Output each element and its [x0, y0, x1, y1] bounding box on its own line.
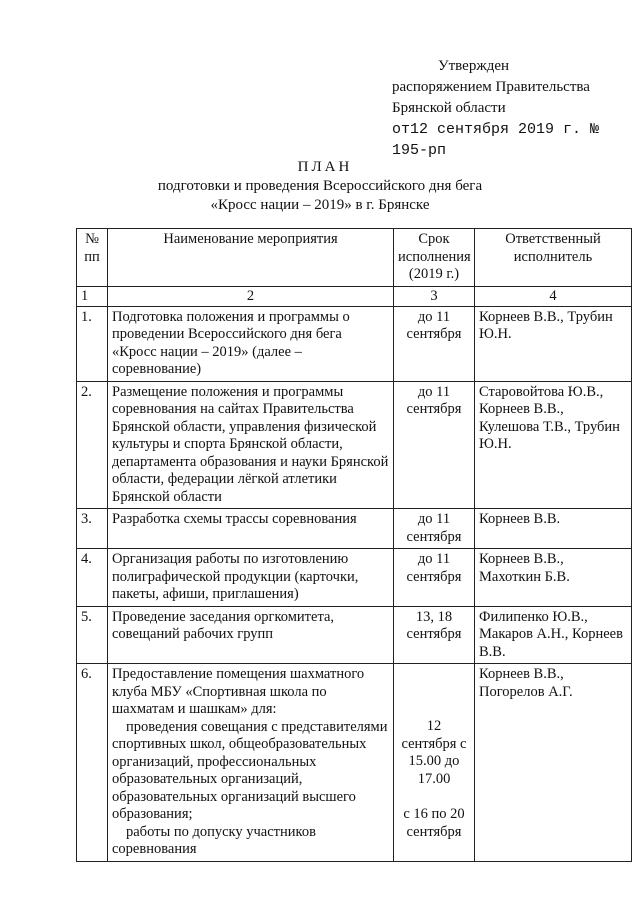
- row-resp: Корнеев В.В.: [475, 509, 632, 549]
- row-name: Размещение положения и программы соревнования на сайтах Правительства Брянской области, управления физической культуры и спорта Брянской области, департамента образования и науки Брянской области, федерации лёгкой атлетики Брянской области: [108, 381, 394, 509]
- table-row: [77, 306, 632, 381]
- table-header-row: [77, 229, 632, 287]
- row-num: 1.: [77, 306, 108, 381]
- header-date: Срок исполнения (2019 г.): [394, 229, 475, 287]
- row-date: до 11 сентября: [394, 549, 475, 607]
- row-num: 5.: [77, 606, 108, 664]
- row-num: 3.: [77, 509, 108, 549]
- table-row: [77, 509, 632, 549]
- row-date-sub: 12 сентября с 15.00 до 17.00: [401, 718, 467, 787]
- document-title: [0, 158, 640, 215]
- title-main: ПЛАН: [297, 159, 353, 175]
- plan-table: [76, 228, 632, 862]
- approval-line: Утвержден: [438, 58, 510, 74]
- row-resp: Корнеев В.В., Погорелов А.Г.: [475, 664, 632, 862]
- column-number: 1: [77, 286, 108, 306]
- header-num: № пп: [77, 229, 108, 287]
- title-subtitle: подготовки и проведения Всероссийского дня бега: [157, 178, 483, 194]
- header-resp: Ответственный исполнитель: [475, 229, 632, 287]
- title-subtitle: «Кросс нации – 2019» в г. Брянске: [210, 197, 430, 213]
- row-date: до 11 сентября: [394, 306, 475, 381]
- row-name: Организация работы по изготовлению полиграфической продукции (карточки, пакеты, афиши, приглашения): [108, 549, 394, 607]
- row-name: Разработка схемы трассы соревнования: [108, 509, 394, 549]
- approval-line: распоряжением Правительства: [392, 79, 590, 95]
- row-name: Проведение заседания оргкомитета, совещаний рабочих групп: [108, 606, 394, 664]
- row-name: Подготовка положения и программы о проведении Всероссийского дня бега «Кросс нации – 2019» (далее – соревнование): [108, 306, 394, 381]
- approval-number: № 195-рп: [392, 121, 600, 159]
- approval-block: [392, 56, 640, 161]
- row-date: 13, 18 сентября: [394, 606, 475, 664]
- approval-date: 12 сентября 2019 г.: [410, 121, 582, 138]
- row-num: 6.: [77, 664, 108, 862]
- table-row: [77, 606, 632, 664]
- table-row: [77, 549, 632, 607]
- approval-date-number: [392, 119, 640, 161]
- row-num: 2.: [77, 381, 108, 509]
- row-num: 4.: [77, 549, 108, 607]
- row-resp: Филипенко Ю.В., Макаров А.Н., Корнеев В.В.: [475, 606, 632, 664]
- row-resp: Корнеев В.В., Махоткин Б.В.: [475, 549, 632, 607]
- row-name-sub: проведения совещания с представителями спортивных школ, общеобразовательных организаций, профессиональных образовательных организаций, образовательных организаций высшего образования;: [112, 718, 388, 822]
- table-row: [77, 664, 632, 862]
- row-date-sub: с 16 по 20 сентября: [403, 806, 465, 840]
- row-name-intro: Предоставление помещения шахматного клуба МБУ «Спортивная школа по шахматам и шашкам» для:: [112, 666, 365, 717]
- row-resp: Корнеев В.В., Трубин Ю.Н.: [475, 306, 632, 381]
- row-date: до 11 сентября: [394, 509, 475, 549]
- approval-line: Брянской области: [392, 100, 506, 116]
- row-name: [108, 664, 394, 862]
- approval-prefix: от: [392, 121, 411, 138]
- row-name-sub: работы по допуску участников соревнования: [112, 823, 316, 857]
- column-number: 3: [394, 286, 475, 306]
- row-date: [394, 664, 475, 862]
- column-number: 2: [108, 286, 394, 306]
- column-number-row: [77, 286, 632, 306]
- column-number: 4: [475, 286, 632, 306]
- row-date: до 11 сентября: [394, 381, 475, 509]
- row-resp: Старовойтова Ю.В., Корнеев В.В., Кулешова Т.В., Трубин Ю.Н.: [475, 381, 632, 509]
- table-row: [77, 381, 632, 509]
- header-name: Наименование мероприятия: [108, 229, 394, 287]
